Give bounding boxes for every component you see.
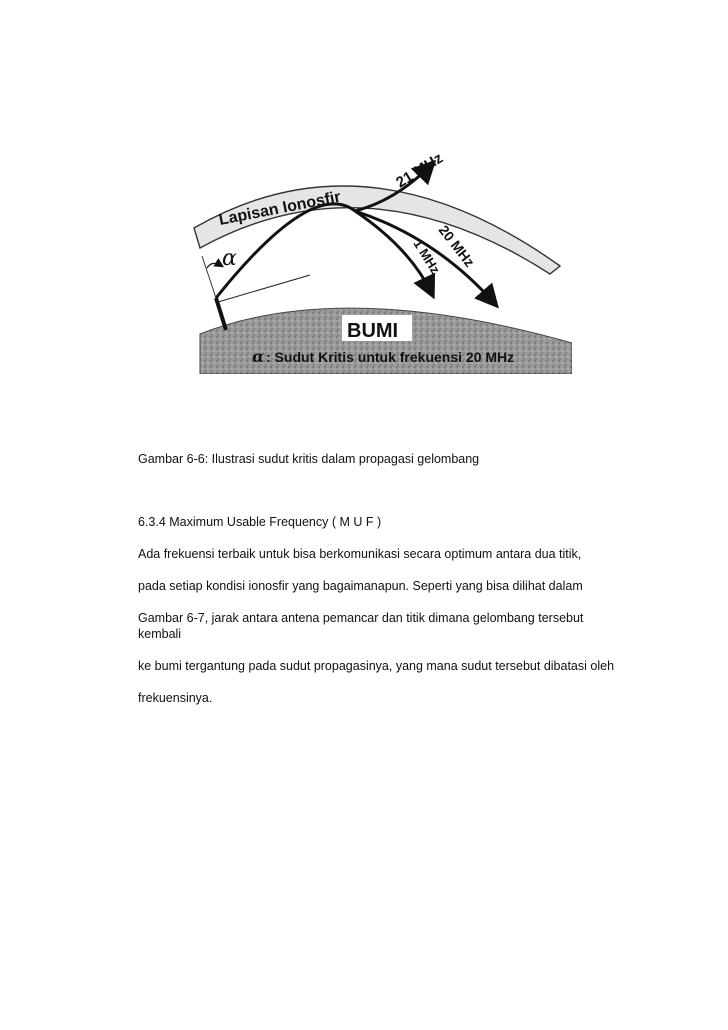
ray-20mhz-label: 20 MHz xyxy=(435,221,478,270)
body-line-2: pada setiap kondisi ionosfir yang bagaimanapun. Seperti yang bisa dilihat dalam xyxy=(138,579,583,593)
section-heading: 6.3.4 Maximum Usable Frequency ( M U F ) xyxy=(138,515,382,529)
legend-text: : Sudut Kritis untuk frekuensi 20 MHz xyxy=(266,349,515,365)
body-line-6: frekuensinya. xyxy=(138,691,213,705)
ray-1mhz-label: 1 MHz xyxy=(410,236,444,277)
ionosphere-propagation-figure xyxy=(192,138,572,374)
body-line-3: Gambar 6-7, jarak antara antena pemancar dan titik dimana gelombang tersebut xyxy=(138,611,584,625)
earth-label: BUMI xyxy=(347,320,399,342)
body-line-4: kembali xyxy=(138,627,182,641)
body-line-1: Ada frekuensi terbaik untuk bisa berkomunikasi secara optimum antara dua titik, xyxy=(138,547,582,561)
alpha-angle-label: α xyxy=(222,246,237,271)
body-line-5: ke bumi tergantung pada sudut propagasinya, yang mana sudut tersebut dibatasi oleh xyxy=(138,659,615,673)
antenna-mast xyxy=(216,298,226,330)
alpha-angle-arc xyxy=(207,263,222,268)
figure-caption: Gambar 6-6: Ilustrasi sudut kritis dalam propagasi gelombang xyxy=(138,452,480,466)
legend-alpha-symbol: α xyxy=(252,347,265,366)
ray-21mhz-label: 21 MHz xyxy=(393,149,446,192)
vertical-reference-line xyxy=(202,256,216,298)
ionosphere-layer-label: Lapisan Ionosfir xyxy=(217,188,343,229)
